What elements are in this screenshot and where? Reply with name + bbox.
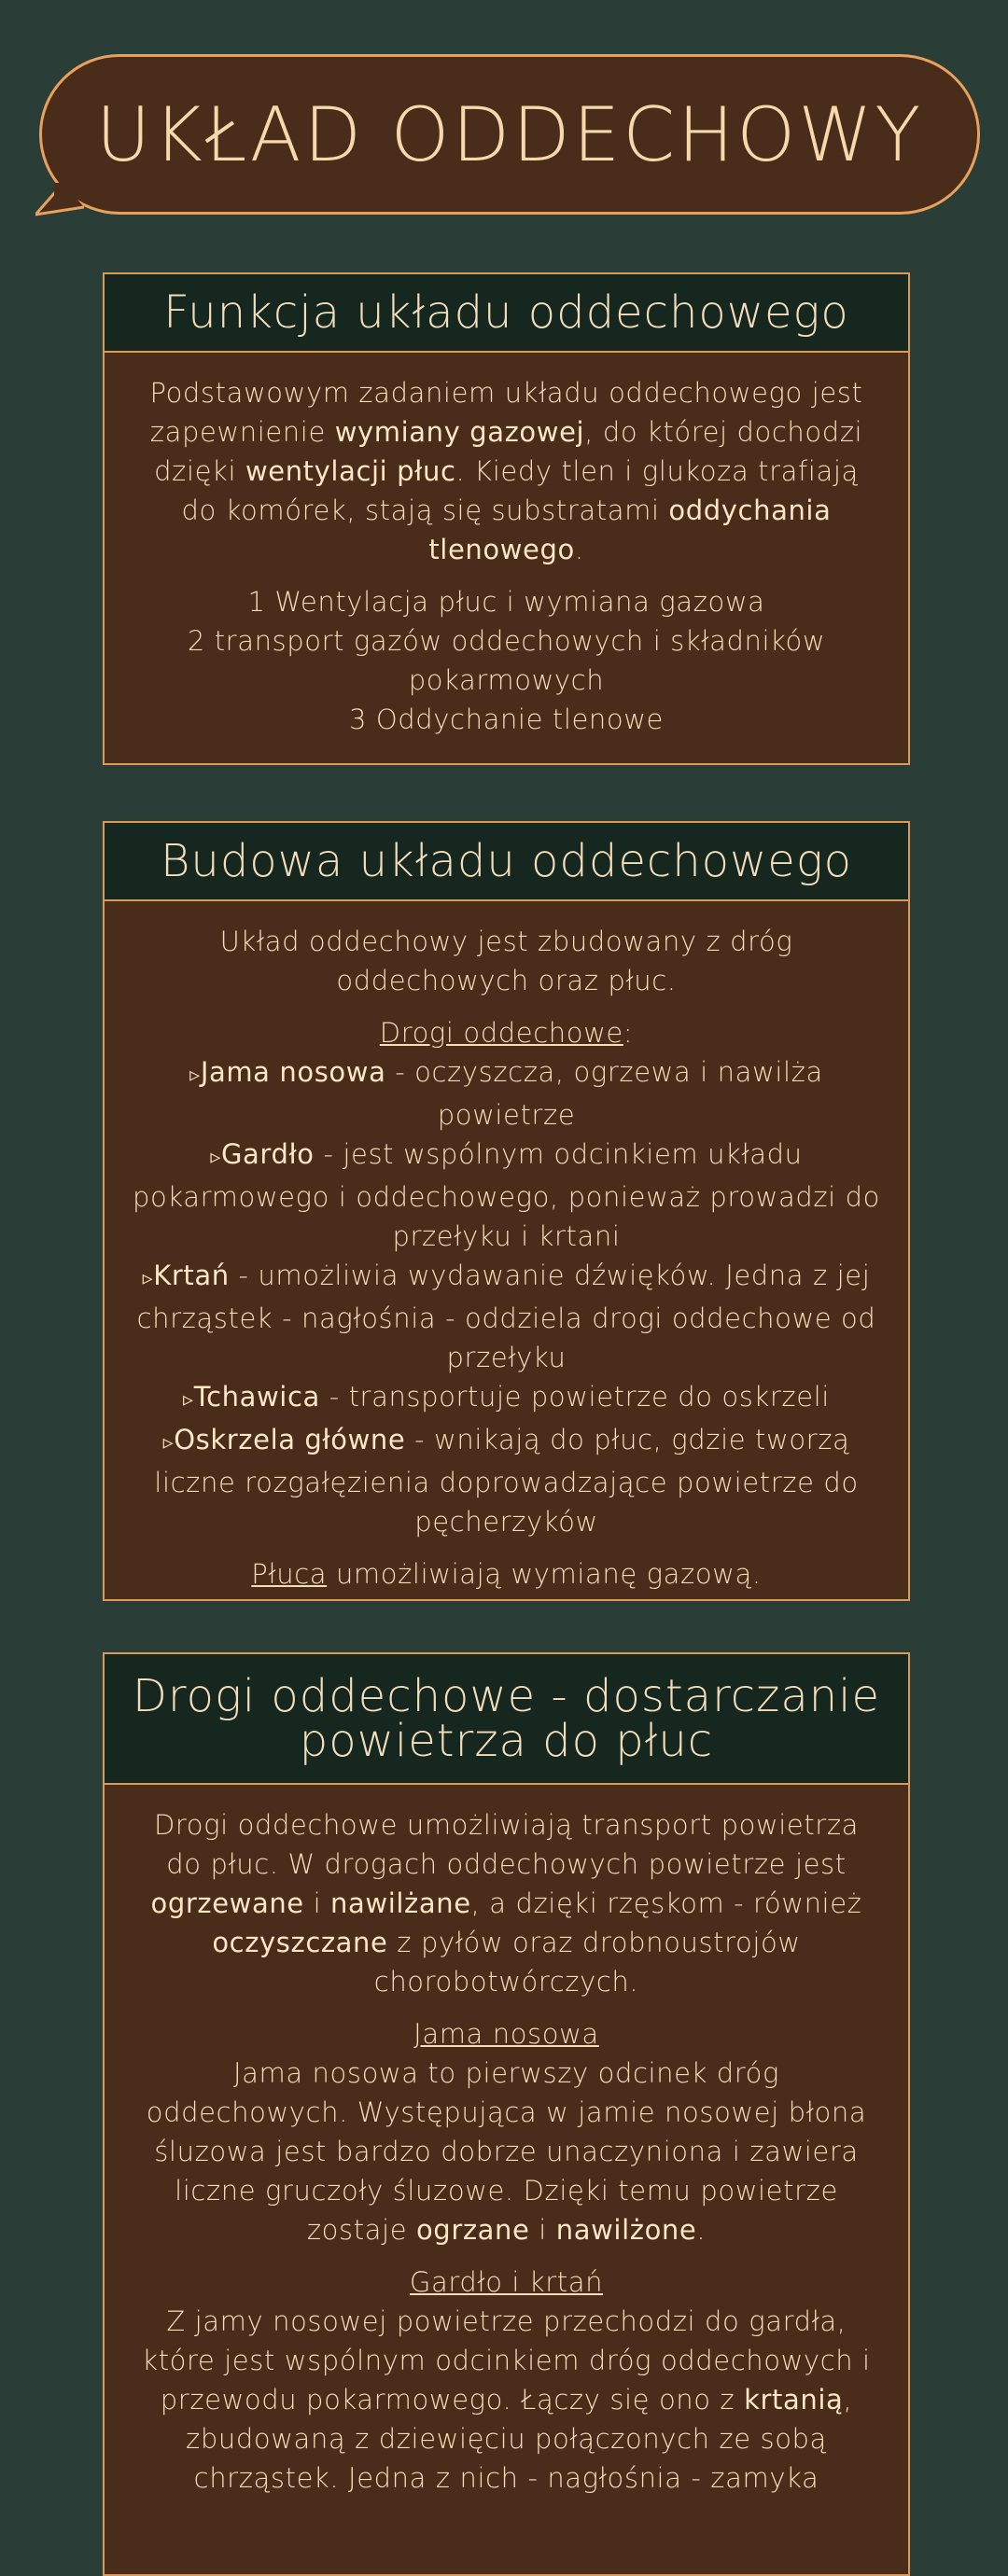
section-heading: Budowa układu oddechowego [160,835,852,887]
intro-paragraph: Drogi oddechowe umożliwiają transport powietrza do płuc. W drogach oddechowych powietrze jest ogrzewane i nawilżane, a dzięki rzęskom - również oczyszczane z pyłów oraz drobnoustrojów chorobotwórczych. [150,1809,862,1998]
function-list [133,582,880,739]
intro-paragraph: Podstawowym zadaniem układu oddechowego jest zapewnienie wymiany gazowej, do której dochodzi dzięki wentylacji płuc. Kiedy tlen i glukoza trafiają do komórek, stają się substratami oddychania tlenowego. [149,377,863,565]
nasal-paragraph: Jama nosowa Jama nosowa to pierwszy odcinek dróg oddechowych. Występująca w jamie nosowej błona śluzowa jest bardzo dobrze unaczyniona i zawiera liczne gruczoły śluzowe. Dzięki temu powietrze zostaje ogrzane i nawilżone. [146,2018,867,2246]
triangle-bullet-icon: ▹ [189,1064,201,1087]
intro-paragraph: Układ oddechowy jest zbudowany z dróg oddechowych oraz płuc. [219,926,793,996]
section-heading: Drogi oddechowe - dostarczanie powietrza do płuc [132,1670,881,1767]
subheading-nasal: Jama nosowa [413,2018,599,2050]
airways-list: Drogi oddechowe: ▹Jama nosowa - oczyszcza, ogrzewa i nawilża powietrze ▹Gardło - jest wspólnym odcinkiem układu pokarmowego i oddechowego, ponieważ prowadzi do przełyku i krtani ▹Krtań - umożliwia wydawanie dźwięków. Jedna z jej chrząstek - nagłośnia - oddziela drogi oddechowe od przełyku ▹Tchawica - transportuje powietrze do oskrzeli ▹Oskrzela główne - wnikają do płuc, gdzie tworzą liczne rozgałęzienia doprowadzające powietrze do pęcherzyków [133,1017,880,1538]
section-function [103,272,910,765]
list-item: ▹Oskrzela główne - wnikają do płuc, gdzie tworzą liczne rozgałęzienia doprowadzające powietrze do pęcherzyków [154,1424,859,1538]
section-heading: Funkcja układu oddechowego [163,286,849,339]
page-title: UKŁAD ODDECHOWY [95,91,924,178]
section-body [105,353,908,758]
triangle-bullet-icon: ▹ [142,1267,154,1290]
list-item: 3 Oddychanie tlenowe [348,703,665,735]
triangle-bullet-icon: ▹ [162,1431,175,1455]
section-header [105,823,908,901]
section-header [105,1654,908,1785]
list-item: ▹Krtań - umożliwia wydawanie dźwięków. Jedna z jej chrząstek - nagłośnia - oddziela drogi oddechowe od przełyku [136,1260,876,1373]
triangle-bullet-icon: ▹ [210,1146,221,1169]
triangle-bullet-icon: ▹ [183,1388,194,1412]
list-item: ▹Gardło - jest wspólnym odcinkiem układu pokarmowego i oddechowego, ponieważ prowadzi do przełyku i krtani [133,1138,880,1252]
lungs-label: Płuca [251,1558,328,1590]
section-body [105,901,908,1612]
airways-label: Drogi oddechowe [379,1017,623,1049]
throat-paragraph: Gardło i krtań Z jamy nosowej powietrze przechodzi do gardła, które jest wspólnym odcinkiem dróg oddechowych i przewodu pokarmowego. Łączy się ono z krtanią, zbudowaną z dziewięciu połączonych ze sobą chrząstek. Jedna z nich - nagłośnia - zamyka [142,2266,871,2494]
speech-bubble-tail-icon [35,183,91,220]
lungs-paragraph: Płuca umożliwiają wymianę gazową. [251,1558,762,1590]
subheading-throat: Gardło i krtań [409,2266,604,2298]
section-body [105,1785,908,2516]
title-bubble [39,54,980,215]
list-item: 1 Wentylacja płuc i wymiana gazowa [247,586,765,618]
list-item: ▹Jama nosowa - oczyszcza, ogrzewa i nawilża powietrze [189,1056,823,1131]
list-item: 2 transport gazów oddechowych i składników pokarmowych [187,625,826,696]
section-airways [103,1652,910,2576]
section-header [105,274,908,353]
section-structure [103,821,910,1601]
list-item: ▹Tchawica - transportuje powietrze do oskrzeli [183,1381,830,1413]
